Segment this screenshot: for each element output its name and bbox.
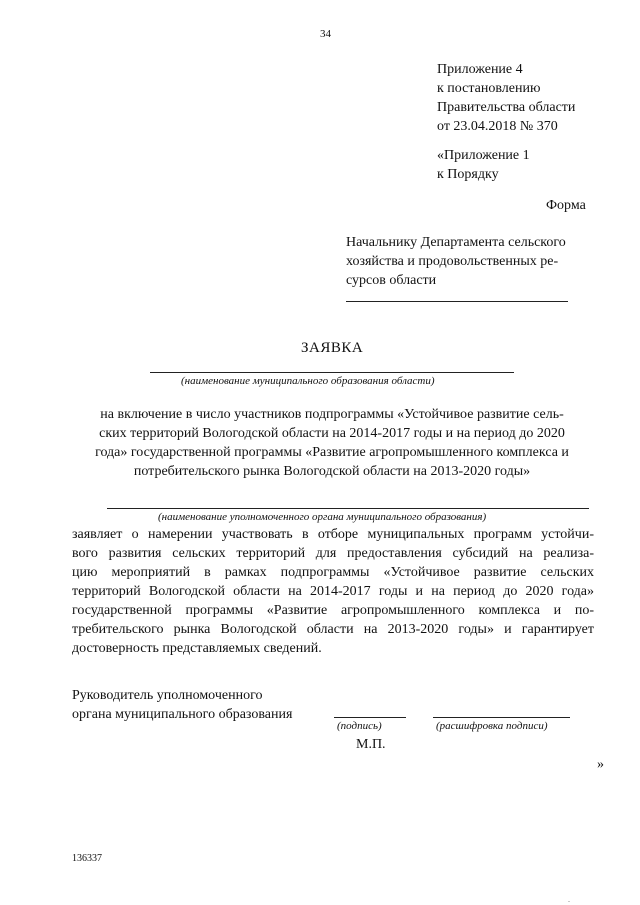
body-line: заявляет о намерении участвовать в отборе муниципальных программ устойчи- (72, 527, 594, 542)
municipality-fill-line (150, 372, 514, 373)
footer-code: 136337 (72, 853, 102, 864)
appendix-line: Приложение 4 (437, 62, 523, 77)
inner-appendix-header (437, 146, 530, 184)
intro-line: на включение в число участников подпрограммы «Устойчивое развитие сель- (100, 407, 564, 422)
intro-line: года» государственной программы «Развитие агропромышленного комплекса и (95, 445, 569, 460)
body-line: требительского рынка Вологодской области на 2013-2020 годы» и гарантирует (72, 622, 594, 637)
intro-paragraph (72, 405, 592, 481)
addressee-signature-line (346, 301, 568, 302)
signature-decoding-caption: (расшифровка подписи) (436, 720, 548, 732)
signatory-block (72, 686, 292, 724)
addressee-line: хозяйства и продовольственных ре- (346, 254, 559, 269)
signature-decoding-line (433, 717, 570, 718)
inner-appendix-line: к Порядку (437, 167, 499, 182)
authority-fill-line (107, 508, 589, 509)
appendix-line: к постановлению (437, 81, 541, 96)
inner-appendix-line: «Приложение 1 (437, 148, 530, 163)
stamp-label: М.П. (356, 737, 386, 752)
body-line: территорий Вологодской области на 2014-2017 годы и на период до 2020 года» (72, 584, 594, 599)
body-paragraph (72, 525, 594, 658)
addressee-line: сурсов области (346, 273, 437, 288)
addressee-block (346, 233, 566, 290)
signature-caption: (подпись) (337, 720, 382, 732)
intro-line: потребительского рынка Вологодской области на 2013-2020 годы» (133, 464, 531, 479)
body-line: вого развития сельских территорий для предоставления субсидий на реализа- (72, 546, 594, 561)
authority-caption: (наименование уполномоченного органа муниципального образования) (158, 511, 487, 523)
appendix-line: Правительства области (437, 100, 576, 115)
form-label: Форма (546, 198, 586, 213)
body-line: цию мероприятий в рамках подпрограммы «Устойчивое развитие сельских (72, 565, 594, 580)
signatory-line: Руководитель уполномоченного (72, 688, 263, 703)
intro-line: ских территорий Вологодской области на 2014-2017 годы и на период до 2020 (99, 426, 565, 441)
body-line: достоверность представляемых сведений. (72, 641, 322, 656)
signatory-line: органа муниципального образования (72, 707, 293, 722)
municipality-caption: (наименование муниципального образования области) (181, 375, 435, 387)
page-number: 34 (320, 28, 331, 40)
addressee-line: Начальнику Департамента сельского (346, 235, 566, 250)
corner-mark: . (568, 895, 570, 904)
signature-line (334, 717, 406, 718)
document-title: ЗАЯВКА (301, 340, 364, 356)
appendix-line: от 23.04.2018 № 370 (437, 119, 558, 134)
body-line: государственной программы «Развитие агропромышленного комплекса и по- (72, 603, 594, 618)
closing-quote: » (597, 757, 604, 772)
appendix-header (437, 60, 575, 136)
